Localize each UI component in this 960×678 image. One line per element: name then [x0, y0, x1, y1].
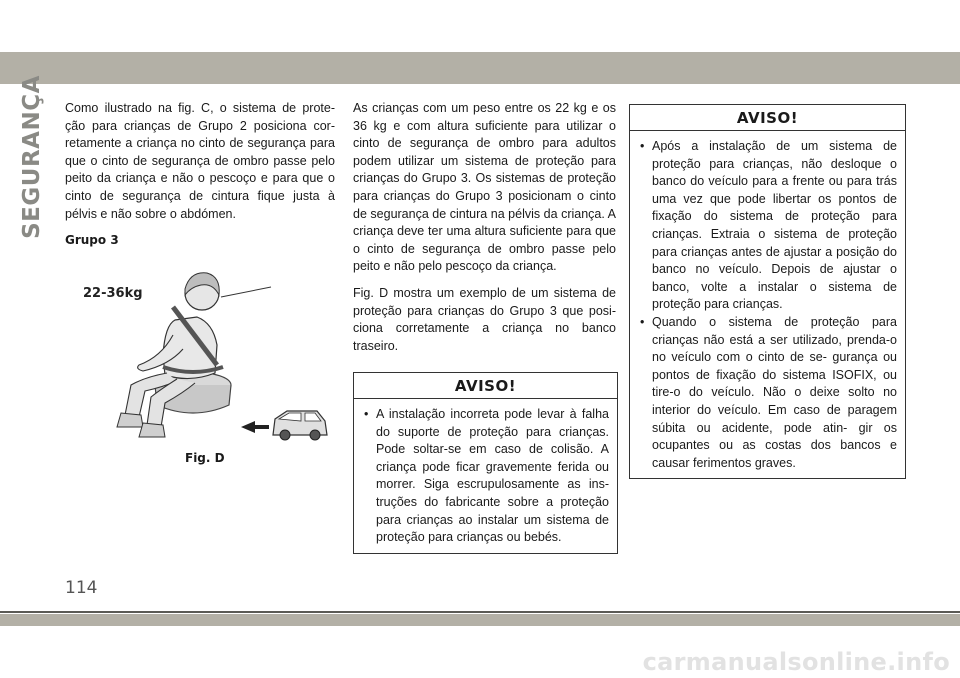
weight-label: 22-36kg [83, 286, 143, 301]
column-middle [353, 100, 616, 364]
warning-list [630, 131, 905, 478]
footer-line [0, 611, 960, 613]
child-seat-illustration [65, 265, 335, 465]
section-label-text: SEGURANÇA [19, 75, 45, 239]
top-band [0, 0, 960, 52]
warning-item: • A instalação incorreta pode levar à falha do suporte de proteção para crianças. Pode soltar-se em caso de colisão. A criança pode ficar gravemente ferida ou morrer. Siga escrupulosamente as ins- truções do fabricante sobre a proteção para crianças ao instalar um sistema de proteção para crianças ou bebés. [362, 406, 609, 547]
paragraph-grupo-3: As crianças com um peso entre os 22 kg e os 36 kg e com altura suficiente para utilizar o cinto de segurança de ombro para adultos podem utilizar um sistema de proteção para crianças do Grupo 3. Os sistemas de proteção para crianças do Grupo 3 posicionam o cinto de segurança de cintura na pélvis da criança. A criança deve ter uma altura suficiente para que o cinto de segurança de ombro passe pelo peito e não pelo pescoço da criança. [353, 101, 616, 274]
figure-d [65, 265, 335, 465]
warning-box-right [629, 104, 906, 479]
paragraph-intro: Como ilustrado na fig. C, o sistema de prote- ção para crianças de Grupo 2 posiciona cor- retamente a criança no cinto de segurança para que o cinto de segurança de ombro passe pelo peito da criança e não o pescoço e para que o cinto de segurança de cintura fique justa à pélvis e não sobre o abdómen. [65, 101, 335, 221]
warning-title: AVISO! [354, 373, 617, 399]
paragraph-fig-d: Fig. D mostra um exemplo de um sistema de proteção para crianças do Grupo 3 que posi- ciona corretamente a criança no banco traseiro. [353, 285, 616, 353]
section-label [16, 75, 48, 239]
top-stripe [0, 52, 960, 84]
column-left [65, 100, 335, 258]
warning-item: • Após a instalação de um sistema de proteção para crianças, não desloque o banco do veículo para a frente ou para trás uma vez que pode libertar os pontos de fixação do sistema de proteção para crianças. Extraia o sistema de proteção para crianças antes de ajustar a posição do banco no veículo. Depois de ajustar o banco, volte a instalar o sistema de proteção para crianças. [638, 138, 897, 314]
figure-caption: Fig. D [185, 451, 225, 465]
page-number: 114 [65, 578, 98, 598]
footer-stripe [0, 614, 960, 626]
warning-box-middle [353, 372, 618, 554]
warning-title: AVISO! [630, 105, 905, 131]
watermark: carmanualsonline.info [642, 648, 950, 676]
warning-list [354, 399, 617, 553]
warning-item: • Quando o sistema de proteção para crianças não está a ser utilizado, prenda-o no veículo com o cinto de se- gurança ou pontos de fixação do sistema ISOFIX, ou tire-o do veículo. Não o deixe solto no interior do veículo. Em caso de paragem súbita ou acidente, pode atin- gir os ocupantes ou as costas dos bancos e causar ferimentos graves. [638, 314, 897, 472]
heading-grupo-3: Grupo 3 [65, 233, 119, 248]
